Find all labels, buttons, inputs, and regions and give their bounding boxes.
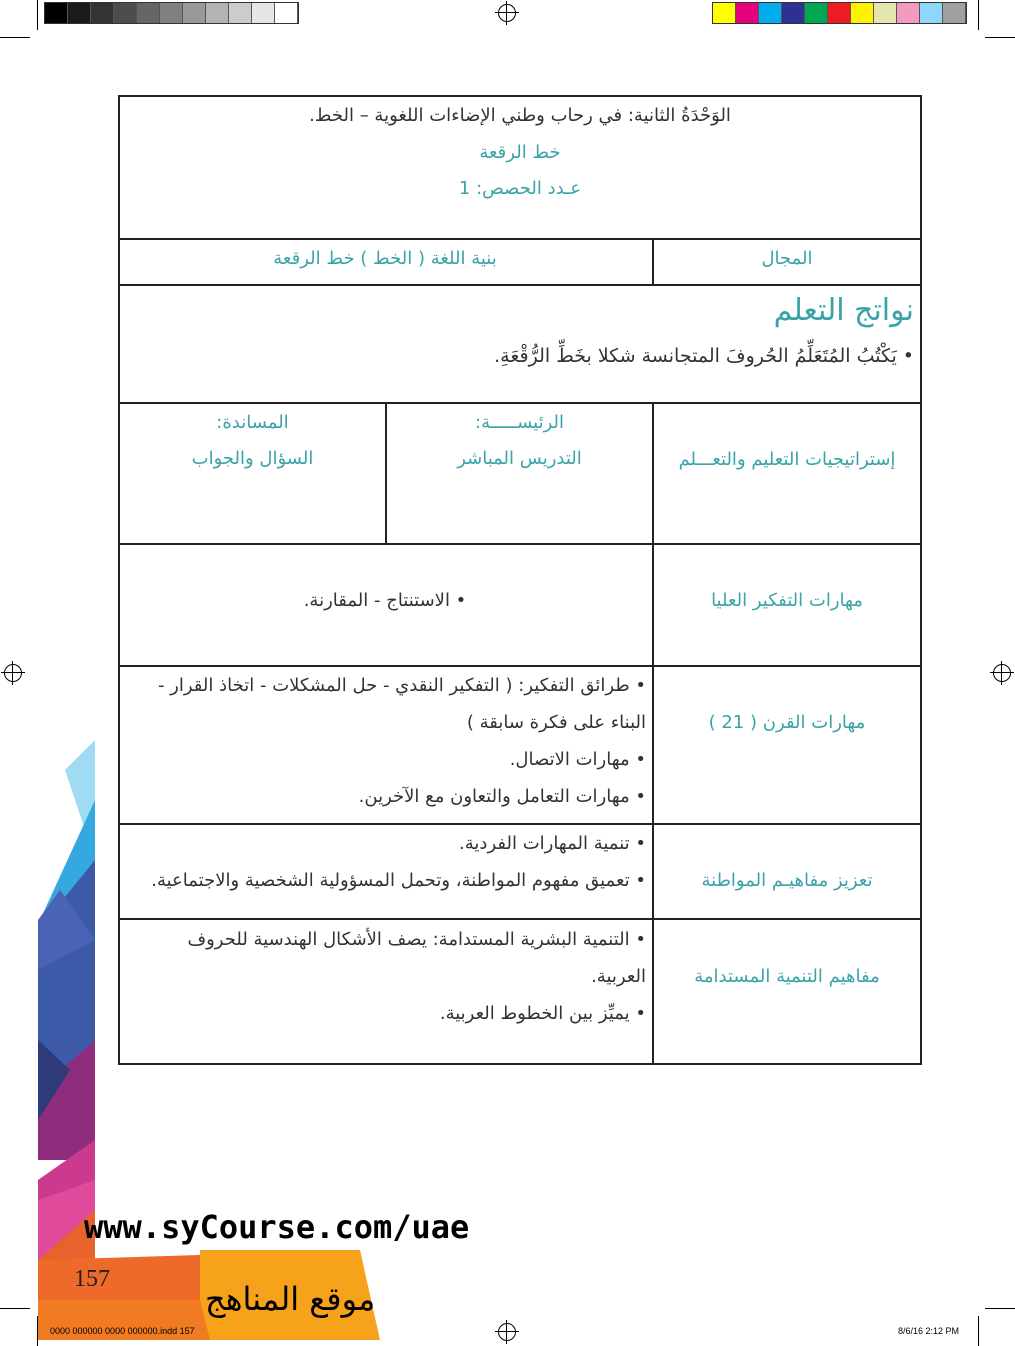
crop-mark xyxy=(985,37,1015,38)
crop-mark xyxy=(0,37,30,38)
footer-url: www.syCourse.com/uae xyxy=(84,1208,470,1246)
crop-mark xyxy=(978,0,979,30)
list-item: • طرائق التفكير: ( التفكير النقدي - حل المشكلات - اتخاذ القرار - xyxy=(157,675,646,696)
strategy-main-title: الرئيســـــة: xyxy=(475,412,564,433)
thinking-label: مهارات التفكير العليا xyxy=(711,590,863,611)
registration-mark-icon xyxy=(498,4,516,22)
registration-mark-icon xyxy=(4,664,22,682)
row-divider xyxy=(118,284,922,286)
field-value: بنية اللغة ( الخط ) خط الرقعة xyxy=(273,248,497,269)
sustainability-label: مفاهيم التنمية المستدامة xyxy=(694,966,880,987)
unit-title: الوَحْدَةُ الثانية: في رحاب وطني الإضاءات اللغوية – الخط. xyxy=(309,105,731,126)
row-divider xyxy=(118,543,922,545)
list-item: • مهارات الاتصال. xyxy=(509,749,646,770)
lesson-subject: خط الرقعة xyxy=(479,142,561,163)
row-divider xyxy=(118,402,922,404)
crop-mark xyxy=(978,1316,979,1346)
list-item: • مهارات التعامل والتعاون مع الآخرين. xyxy=(358,786,646,807)
outcomes-title: نواتج التعلم xyxy=(773,293,914,328)
crop-mark xyxy=(37,0,38,30)
century-label: مهارات القرن ( 21 ) xyxy=(708,712,866,733)
page-number: 157 xyxy=(74,1266,110,1292)
list-item: البناء على فكرة سابقة ) xyxy=(466,712,646,733)
list-item: العربية. xyxy=(591,966,646,987)
field-label: المجال xyxy=(761,248,813,269)
sustainability-list xyxy=(130,921,646,1032)
registration-mark-icon xyxy=(498,1323,516,1341)
list-item: • يميِّز بين الخطوط العربية. xyxy=(439,1003,646,1024)
print-slug-date: 8/6/16 2:12 PM xyxy=(898,1326,960,1336)
list-item: • تنمية المهارات الفردية. xyxy=(459,833,646,854)
grayscale-color-bar xyxy=(44,2,299,24)
print-slug-file: 0000 000000 0000 000000.indd 157 xyxy=(50,1326,195,1336)
crop-mark xyxy=(985,1308,1015,1309)
site-watermark: موقع المناهج xyxy=(205,1280,376,1318)
century-skills-list xyxy=(130,667,646,815)
list-item: • تعميق مفهوم المواطنة، وتحمل المسؤولية الشخصية والاجتماعية. xyxy=(151,870,646,891)
strategy-support-title: المساندة: xyxy=(216,412,289,433)
process-color-bar xyxy=(712,2,967,24)
citizenship-list xyxy=(130,825,646,899)
row-divider xyxy=(118,238,922,240)
strategy-support-value: السؤال والجواب xyxy=(191,448,314,469)
registration-mark-icon xyxy=(993,664,1011,682)
thinking-value: • الاستنتاج - المقارنة. xyxy=(303,590,467,611)
strategy-main-value: التدريس المباشر xyxy=(457,448,582,469)
outcome-item: • يَكْتُبُ المُتَعَلِّمُ الحُروفَ المتجانسة شكلا بخَطِّ الرُّقْعَةِ. xyxy=(494,345,914,367)
periods-count: عـدد الحصص: 1 xyxy=(458,178,582,199)
list-item: • التنمية البشرية المستدامة: يصف الأشكال الهندسية للحروف xyxy=(187,929,646,950)
row-divider xyxy=(118,918,922,920)
strategies-label: إستراتيجيات التعليم والتعـــلم xyxy=(678,449,896,470)
citizenship-label: تعزيز مفاهيـم المواطنة xyxy=(701,870,873,891)
